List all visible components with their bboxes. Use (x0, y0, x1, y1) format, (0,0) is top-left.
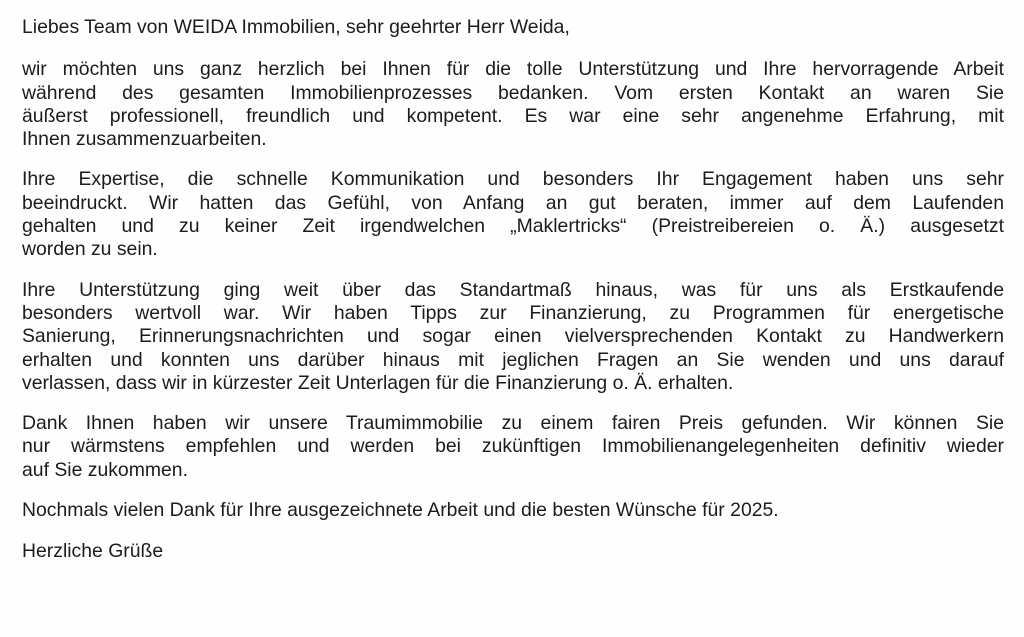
paragraph-line: gehalten und zu keiner Zeit irgendwelchen „Maklertricks“ (Preistreibereien o. Ä.) ausgesetzt (22, 215, 1004, 238)
paragraph-line: Ihnen zusammenzuarbeiten. (22, 128, 267, 151)
paragraph-expertise (22, 168, 1004, 261)
closing-line: Nochmals vielen Dank für Ihre ausgezeichnete Arbeit und die besten Wünsche für 2025. (22, 499, 779, 522)
paragraph-line: während des gesamten Immobilienprozesses bedanken. Vom ersten Kontakt an waren Sie (22, 81, 1004, 104)
paragraph-line: verlassen, dass wir in kürzester Zeit Unterlagen für die Finanzierung o. Ä. erhalten. (22, 371, 734, 394)
paragraph-line: worden zu sein. (22, 238, 158, 261)
paragraph-line: beeindruckt. Wir hatten das Gefühl, von Anfang an gut beraten, immer auf dem Laufenden (22, 191, 1004, 214)
paragraph-support (22, 279, 1004, 395)
paragraph-thanks (22, 58, 1004, 151)
paragraph-line: Sanierung, Erinnerungsnachrichten und sogar einen vielversprechenden Kontakt zu Handwerkern (22, 325, 1004, 348)
paragraph-recommendation (22, 412, 1004, 482)
paragraph-line: Dank Ihnen haben wir unsere Traumimmobilie zu einem fairen Preis gefunden. Wir können Sie (22, 412, 1004, 435)
paragraph-line: äußerst professionell, freundlich und kompetent. Es war eine sehr angenehme Erfahrung, mit (22, 104, 1004, 127)
paragraph-line: Ihre Unterstützung ging weit über das Standartmaß hinaus, was für uns als Erstkaufende (22, 278, 1004, 301)
sign-off: Herzliche Grüße (22, 540, 164, 563)
salutation: Liebes Team von WEIDA Immobilien, sehr geehrter Herr Weida, (22, 16, 570, 38)
paragraph-line: Ihre Expertise, die schnelle Kommunikation und besonders Ihr Engagement haben uns sehr (22, 168, 1004, 191)
paragraph-line: nur wärmstens empfehlen und werden bei zukünftigen Immobilienangelegenheiten definitiv wieder (22, 435, 1004, 458)
paragraph-line: besonders wertvoll war. Wir haben Tipps zur Finanzierung, zu Programmen für energetische (22, 301, 1004, 324)
paragraph-line: wir möchten uns ganz herzlich bei Ihnen für die tolle Unterstützung und Ihre hervorragende Arbeit (22, 58, 1004, 81)
paragraph-line: erhalten und konnten uns darüber hinaus mit jeglichen Fragen an Sie wenden und uns darauf (22, 348, 1004, 371)
paragraph-line: auf Sie zukommen. (22, 458, 188, 481)
